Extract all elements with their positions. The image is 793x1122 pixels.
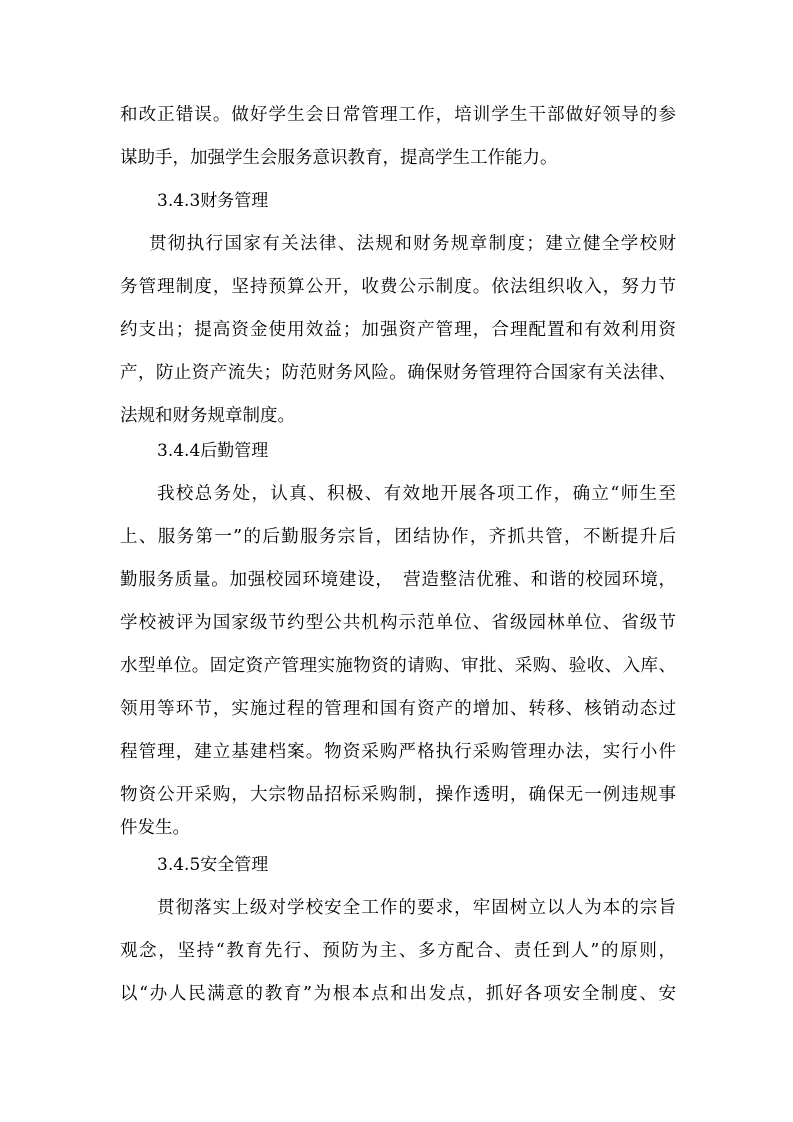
section-heading-safety-management: 3.4.5安全管理 — [157, 855, 269, 875]
paragraph-line: 和改正错误。做好学生会日常管理工作，培训学生干部做好领导的参 — [120, 105, 676, 125]
paragraph-line: 我校总务处，认真、积极、有效地开展各项工作，确立“师生至 — [157, 484, 676, 504]
paragraph-line: 件发生。 — [120, 818, 190, 838]
paragraph-line: 贯彻执行国家有关法律、法规和财务规章制度；建立健全学校财 — [149, 234, 676, 254]
paragraph-line: 务管理制度，坚持预算公开，收费公示制度。依法组织收入，努力节 — [120, 277, 676, 297]
paragraph-line: 物资公开采购，大宗物品招标采购制，操作透明，确保无一例违规事 — [120, 785, 676, 805]
paragraph-line: 产，防止资产流失；防范财务风险。确保财务管理符合国家有关法律、 — [120, 363, 676, 383]
paragraph-line: 贯彻落实上级对学校安全工作的要求，牢固树立以人为本的宗旨 — [157, 898, 676, 918]
paragraph-line: 学校被评为国家级节约型公共机构示范单位、省级园林单位、省级节 — [120, 613, 676, 633]
paragraph-line: 谋助手，加强学生会服务意识教育，提高学生工作能力。 — [120, 148, 558, 168]
paragraph-line: 观念，坚持“教育先行、预防为主、多方配合、责任到人”的原则， — [120, 941, 676, 961]
paragraph-line: 程管理，建立基建档案。物资采购严格执行采购管理办法，实行小件 — [120, 742, 676, 762]
paragraph-line: 领用等环节，实施过程的管理和国有资产的增加、转移、核销动态过 — [120, 699, 676, 719]
paragraph-line: 水型单位。固定资产管理实施物资的请购、审批、采购、验收、入库、 — [120, 656, 676, 676]
paragraph-line: 勤服务质量。加强校园环境建设， 营造整洁优雅、和谐的校园环境， — [120, 570, 676, 590]
section-heading-logistics-management: 3.4.4后勤管理 — [157, 441, 269, 461]
paragraph-line: 以“办人民满意的教育”为根本点和出发点，抓好各项安全制度、安 — [120, 984, 676, 1004]
section-heading-financial-management: 3.4.3财务管理 — [157, 191, 269, 211]
paragraph-line: 上、服务第一”的后勤服务宗旨，团结协作，齐抓共管，不断提升后 — [120, 527, 676, 547]
paragraph-line: 法规和财务规章制度。 — [120, 406, 295, 426]
paragraph-line: 约支出；提高资金使用效益；加强资产管理，合理配置和有效利用资 — [120, 320, 676, 340]
